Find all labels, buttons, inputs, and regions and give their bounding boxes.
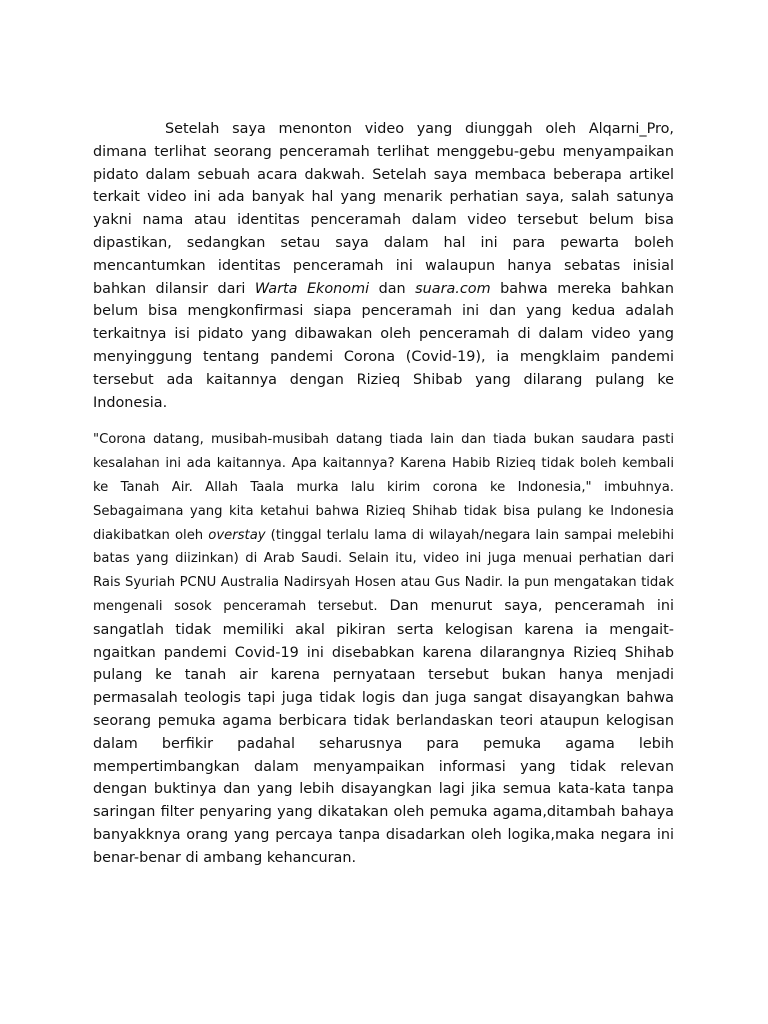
intro-text-3: bahwa mereka bahkan belum bisa mengkonfirmasi siapa penceramah ini dan yang kedua adalah terkaitnya isi pidato yang dibawakan oleh penceramah di dalam video yang menyinggung tentang pandemi Corona (Covid-19), ia mengklaim pandemi tersebut ada kaitannya dengan Rizieq Shibab yang dilarang pulang ke Indonesia.	[93, 280, 674, 411]
document-page	[93, 118, 674, 870]
quote-text-1: "Corona datang, musibah-musibah datang tiada lain dan tiada bukan saudara pasti kesalahan ini ada kaitannya. Apa kaitannya? Karena Habib Rizieq tidak boleh kembali ke Tanah Air. Allah Taala murka lalu kirim corona ke Indonesia," imbuhnya. Sebagaimana yang kita ketahui bahwa Rizieq Shihab tidak bisa pulang ke Indonesia diakibatkan oleh	[93, 432, 674, 543]
intro-text-1: Setelah saya menonton video yang diunggah oleh Alqarni_Pro, dimana terlihat seorang penceramah terlihat menggebu-gebu menyampaikan pidato dalam sebuah acara dakwah. Setelah saya membaca beberapa artikel terkait video ini ada banyak hal yang menarik perhatian saya, salah satunya yakni nama atau identitas penceramah dalam video tersebut belum bisa dipastikan, sedangkan setau saya dalam hal ini para pewarta boleh mencantumkan identitas penceramah ini walaupun hanya sebatas inisial bahkan dilansir dari	[93, 121, 674, 297]
opinion-text: Dan menurut saya, penceramah ini sangatlah tidak memiliki akal pikiran serta kelogisan karena ia mengait-ngaitkan pandemi Covid-19 ini disebabkan karena dilarangnya Rizieq Shihab pulang ke tanah air karena pernyataan tersebut bukan hanya menjadi permasalah teologis tapi juga tidak logis dan juga sangat disayangkan bahwa seorang pemuka agama berbicara tidak berlandaskan teori ataupun kelogisan dalam berfikir padahal seharusnya para pemuka agama lebih mempertimbangkan dalam menyampaikan informasi yang tidak relevan dengan buktinya dan yang lebih disayangkan lagi jika semua kata-kata tanpa saringan filter penyaring yang dikatakan oleh pemuka agama,ditambah bahaya banyakknya orang yang percaya tanpa disadarkan oleh logika,maka negara ini benar-benar di ambang kehancuran.	[93, 597, 675, 866]
term-overstay: overstay	[208, 527, 266, 543]
intro-text-2: dan	[369, 280, 416, 297]
quote-text-2: (tinggal terlalu lama di wilayah/negara lain sampai melebihi batas yang diizinkan) di Arab Saudi. Selain itu, video ini juga menuai perhatian dari Rais Syuriah PCNU Australia Nadirsyah Hosen atau Gus Nadir. Ia pun mengatakan tidak mengenali sosok penceramah tersebut.	[93, 527, 674, 614]
source-warta-ekonomi: Warta Ekonomi	[254, 280, 370, 297]
paragraph-quote	[93, 428, 674, 869]
source-suara-com: suara.com	[415, 280, 491, 297]
paragraph-intro	[93, 118, 674, 414]
